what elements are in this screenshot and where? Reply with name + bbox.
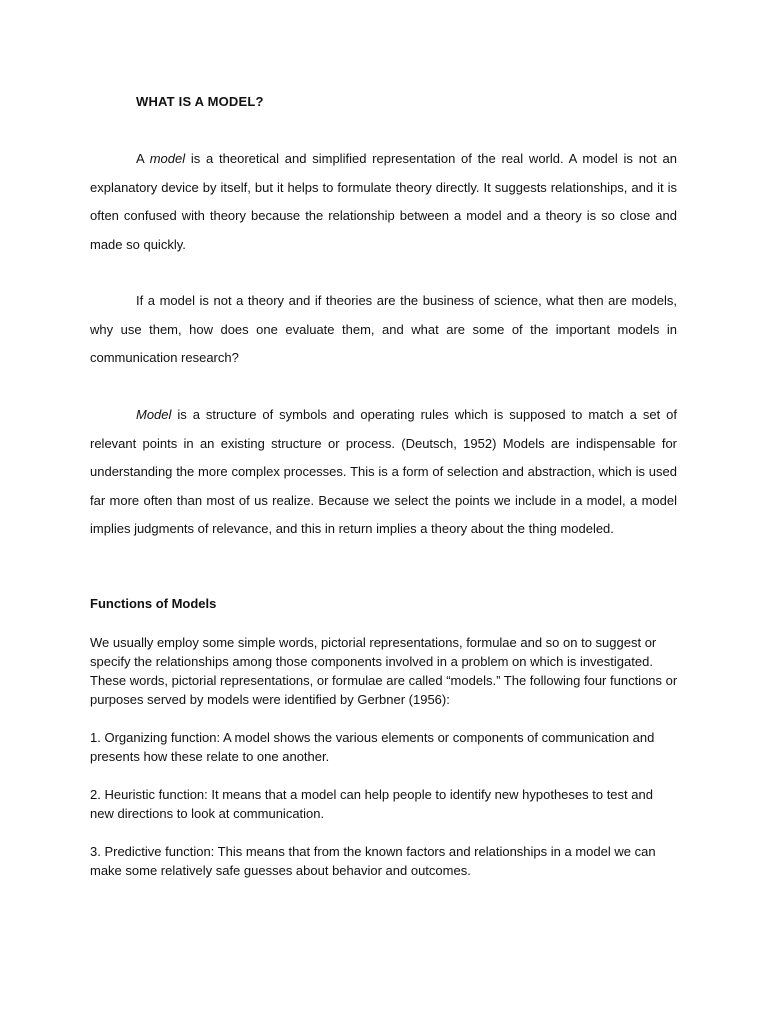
- paragraph-structure: [90, 401, 677, 544]
- section-heading: Functions of Models: [90, 596, 217, 611]
- paragraph-text: is a theoretical and simplified representation of the real world. A model is not an explanatory device by itself, but it helps to formulate theory directly. It suggests relationships, and it is often confused with theory because the relationship between a model and a theory is so close and made so quickly.: [90, 151, 677, 252]
- list-item: 1. Organizing function: A model shows the various elements or components of communication and presents how these relate to one another.: [90, 730, 655, 764]
- page-title: WHAT IS A MODEL?: [136, 94, 264, 109]
- list-item: 3. Predictive function: This means that from the known factors and relationships in a model we can make some relatively safe guesses about behavior and outcomes.: [90, 844, 656, 878]
- paragraph-question: If a model is not a theory and if theories are the business of science, what then are models, why use them, how does one evaluate them, and what are some of the important models in communication research?: [90, 293, 677, 365]
- paragraph-text: is a structure of symbols and operating rules which is supposed to match a set of relevant points in an existing structure or process. (Deutsch, 1952) Models are indispensable for understanding the more complex processes. This is a form of selection and abstraction, which is used far more often than most of us realize. Because we select the points we include in a model, a model implies judgments of relevance, and this in return implies a theory about the thing modeled.: [90, 407, 677, 536]
- italic-term: Model: [136, 407, 172, 422]
- paragraph-model-definition: [90, 145, 677, 259]
- section-intro: We usually employ some simple words, pictorial representations, formulae and so on to suggest or specify the relationships among those components involved in a problem on which is investigated. These words, pictorial representations, or formulae are called “models.” The following four functions or purposes served by models were identified by Gerbner (1956):: [90, 635, 678, 707]
- paragraph-lead: A: [136, 151, 150, 166]
- list-item: 2. Heuristic function: It means that a model can help people to identify new hypotheses to test and new directions to look at communication.: [90, 787, 653, 821]
- italic-term: model: [149, 151, 186, 166]
